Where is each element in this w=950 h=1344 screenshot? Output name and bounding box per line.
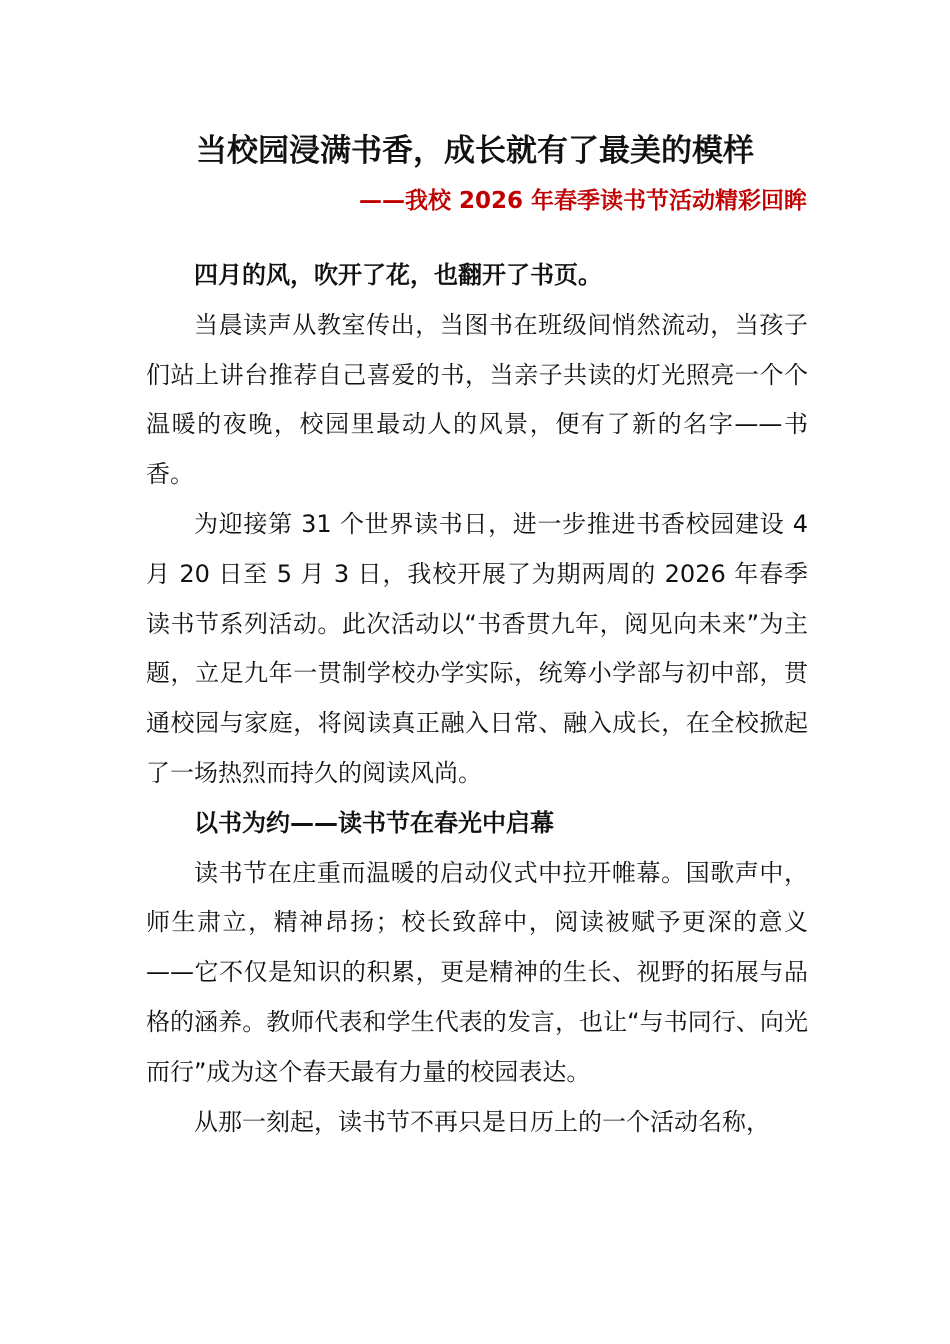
section-heading: 以书为约——读书节在春光中启幕 bbox=[194, 808, 554, 837]
section-heading: 四月的风，吹开了花，也翻开了书页。 bbox=[194, 261, 602, 289]
document-body bbox=[146, 251, 808, 1147]
body-paragraph: 当晨读声从教室传出，当图书在班级间悄然流动，当孩子们站上讲台推荐自己喜爱的书，当亲子共读的灯光照亮一个个温暖的夜晚，校园里最动人的风景，便有了新的名字——书香。 bbox=[146, 310, 808, 489]
document-title: 当校园浸满书香，成长就有了最美的模样 bbox=[196, 133, 754, 169]
body-paragraph: 为迎接第 31 个世界读书日，进一步推进书香校园建设 4 月 20 日至 5 月 3 日，我校开展了为期两周的 2026 年春季读书节系列活动。此次活动以“书香贯九年，阅见向未来”为主题，立足九年一贯制学校办学实际，统筹小学部与初中部，贯通校园与家庭，将阅读真正融入日常、融入成长，在全校掀起了一场热烈而持久的阅读风尚。 bbox=[146, 509, 808, 787]
body-paragraph: 从那一刻起，读书节不再只是日历上的一个活动名称， bbox=[194, 1107, 770, 1136]
document-subtitle: ——我校 2026 年春季读书节活动精彩回眸 bbox=[358, 188, 807, 214]
body-paragraph: 读书节在庄重而温暖的启动仪式中拉开帷幕。国歌声中，师生肃立，精神昂扬；校长致辞中，阅读被赋予更深的意义——它不仅是知识的积累，更是精神的生长、视野的拓展与品格的涵养。教师代表和学生代表的发言，也让“与书同行、向光而行”成为这个春天最有力量的校园表达。 bbox=[146, 858, 808, 1086]
